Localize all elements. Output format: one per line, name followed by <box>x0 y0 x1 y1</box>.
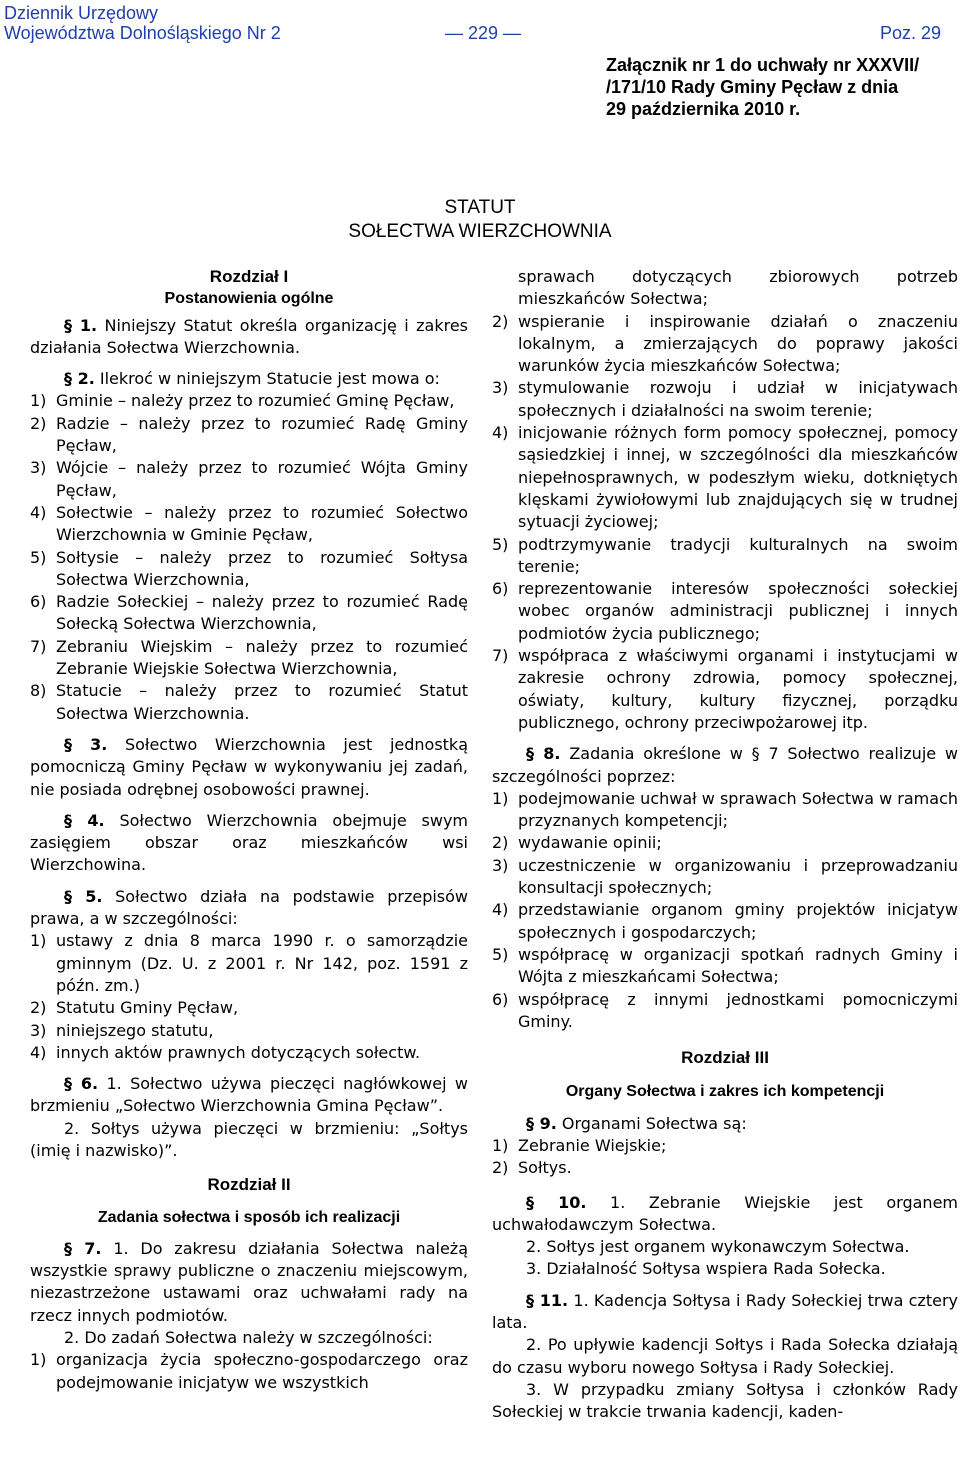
section-2 <box>30 368 468 390</box>
annex-line3: 29 października 2010 r. <box>606 99 801 119</box>
section-4 <box>30 810 468 877</box>
list-item: 4) innych aktów prawnych dotyczących sołectw. <box>30 1042 421 1062</box>
list-item: 3) niniejszego statutu, <box>30 1020 214 1040</box>
list-item: 1) Zebranie Wiejskie; <box>492 1135 667 1155</box>
list-item: 3) uczestniczenie w organizowaniu i przeprowadzaniu konsultacji społecznych; <box>492 855 958 898</box>
list-item: 7) współpraca z właściwymi organami i instytucjami w zakresie ochrony zdrowia, pomocy społecznej, oświaty, kultury, kultury fizycznej, porządku publicznego, ochrony przeciwpożarowej itp. <box>492 646 958 732</box>
section-11-text-1: 1. Kadencja Sołtysa i Rady Sołeckiej trwa cztery lata. <box>492 1290 958 1333</box>
section-2-intro: Ilekroć w niniejszym Statucie jest mowa o: <box>99 369 440 389</box>
list-item-continuation: sprawach dotyczących zbiorowych potrzeb mieszkańców Sołectwa; <box>518 267 958 309</box>
section-8 <box>492 743 958 788</box>
list-item: 6) Radzie Sołeckiej – należy przez to rozumieć Radę Sołecką Sołectwa Wierzchownia, <box>30 592 468 634</box>
list-item: 4) Sołectwie – należy przez to rozumieć Sołectwo Wierzchownia w Gminie Pęcław, <box>30 502 468 545</box>
section-9-mark: § 9. <box>526 1113 557 1133</box>
section-7-mark: § 7. <box>64 1238 102 1258</box>
section-1-mark: § 1. <box>64 315 98 335</box>
section-7-text-2: 2. Do zadań Sołectwa należy w szczególności: <box>64 1328 433 1348</box>
list-item: 4) przedstawianie organom gminy projektów inicjatyw społecznych i gospodarczych; <box>492 900 958 942</box>
list-item: 5) podtrzymywanie tradycji kulturalnych na swoim terenie; <box>492 534 958 576</box>
section-10 <box>492 1192 958 1237</box>
section-8-text: Zadania określone w § 7 Sołectwo realizuje w szczególności poprzez: <box>492 744 959 786</box>
section-3-text: Sołectwo Wierzchownia jest jednostką pomocniczą Gminy Pęcław w wykonywaniu jej zadań, nie posiada odrębnej osobowości prawnej. <box>30 734 468 799</box>
section-6-mark: § 6. <box>64 1074 99 1094</box>
chapter-1-title: Rozdział I <box>209 267 289 286</box>
section-10-text-1: 1. Zebranie Wiejskie jest organem uchwałodawczym Sołectwa. <box>492 1192 958 1234</box>
list-item: 6) współpracę z innymi jednostkami pomocniczymi Gminy. <box>492 989 958 1031</box>
section-11 <box>492 1290 958 1335</box>
journal-name-line1: Dziennik Urzędowy <box>4 3 159 23</box>
list-item: 2) wydawanie opinii; <box>492 833 662 853</box>
list-item: 2) Sołtys. <box>492 1158 572 1178</box>
section-1 <box>30 315 468 360</box>
chapter-3-title: Rozdział III <box>681 1048 769 1068</box>
chapter-1-subtitle: Postanowienia ogólne <box>164 290 334 308</box>
statute-subtitle: SOŁECTWA WIERZCHOWNIA <box>348 221 612 242</box>
list-item: 4) inicjowanie różnych form pomocy społecznej, pomocy sąsiedzkiej i innej, w szczególności dla mieszkańców niepełnosprawnych, w podeszłym wieku, dotkniętych klęskami żywiołowymi lub znajdujących się w trudnej sytuacji życiowej; <box>492 423 958 532</box>
journal-name-line2: Województwa Dolnośląskiego Nr 2 <box>4 23 281 43</box>
list-item: 5) współpracę w organizacji spotkań radnych Gminy i Wójta z mieszkańcami Sołectwa; <box>492 944 958 987</box>
chapter-3-subtitle: Organy Sołectwa i zakres ich kompetencji <box>565 1083 885 1101</box>
chapter-2-subtitle: Zadania sołectwa i sposób ich realizacji <box>97 1208 401 1226</box>
section-6 <box>30 1073 468 1118</box>
section-2-mark: § 2. <box>64 369 95 389</box>
annex-line1: Załącznik nr 1 do uchwały nr XXXVII/ <box>606 55 920 75</box>
list-item: 1) organizacja życia społeczno-gospodarczego oraz podejmowanie inicjatyw we wszystkich <box>30 1350 468 1392</box>
section-5 <box>30 886 468 931</box>
section-11-mark: § 11. <box>526 1290 569 1310</box>
section-2-list <box>30 390 468 724</box>
list-item: 1) podejmowanie uchwał w sprawach Sołectwa w ramach przyznanych kompetencji; <box>492 788 958 831</box>
section-11-text-3: 3. W przypadku zmiany Sołtysa i członków Rady Sołeckiej w trakcie trwania kadencji, kaden- <box>492 1379 958 1422</box>
section-11-text-2: 2. Po upływie kadencji Sołtys i Rada Sołecka działają do czasu wyboru nowego Sołtysa i Rady Sołeckiej. <box>492 1335 958 1377</box>
right-column <box>492 266 958 1424</box>
list-item: 3) Wójcie – należy przez to rozumieć Wójta Gminy Pęcław, <box>30 458 468 500</box>
list-item: 2) Statutu Gminy Pęcław, <box>30 998 239 1018</box>
page-number: — 229 — <box>445 23 522 43</box>
list-item: 2) Radzie – należy przez to rozumieć Radę Gminy Pęcław, <box>30 413 468 456</box>
list-item: 6) reprezentowanie interesów społeczności sołeckiej wobec organów administracji publicznej i innych podmiotów życia publicznego; <box>492 579 958 643</box>
chapter-2-title: Rozdział II <box>207 1175 291 1195</box>
list-item: 7) Zebraniu Wiejskim – należy przez to rozumieć Zebranie Wiejskie Sołectwa Wierzchownia, <box>30 636 468 679</box>
position-number: Poz. 29 <box>880 23 942 43</box>
section-4-text: Sołectwo Wierzchownia obejmuje swym zasięgiem obszar oraz mieszkańców wsi Wierzchowina. <box>30 810 469 875</box>
list-item: 3) stymulowanie rozwoju i udział w inicjatywach społecznych i działalności na swoim terenie; <box>492 378 958 420</box>
section-5-text: Sołectwo działa na podstawie przepisów prawa, a w szczególności: <box>30 886 469 929</box>
statute-title: STATUT <box>444 197 516 218</box>
section-9-text: Organami Sołectwa są: <box>561 1113 747 1133</box>
section-6-text-2: 2. Sołtys używa pieczęci w brzmieniu: „Sołtys (imię i nazwisko)”. <box>30 1118 468 1160</box>
section-7-list <box>492 311 958 735</box>
section-5-mark: § 5. <box>64 886 103 906</box>
list-item: 8) Statucie – należy przez to rozumieć Statut Sołectwa Wierzchownia. <box>30 681 468 723</box>
annex-note <box>606 54 954 120</box>
section-10-text-3: 3. Działalność Sołtysa wspiera Rada Sołecka. <box>526 1259 886 1279</box>
list-item: 2) wspieranie i inspirowanie działań o znaczeniu lokalnym, a zmierzających do poprawy jakości warunków życia mieszkańców Sołectwa; <box>492 311 958 376</box>
annex-line2: /171/10 Rady Gminy Pęcław z dnia <box>606 77 899 97</box>
section-3 <box>30 734 468 801</box>
left-column <box>30 266 468 1394</box>
section-1-text: Niniejszy Statut określa organizację i zakres działania Sołectwa Wierzchownia. <box>30 315 469 357</box>
section-7-text-1: 1. Do zakresu działania Sołectwa należą wszystkie sprawy publiczne o znaczeniu miejscowym, niezastrzeżone ustawami oraz uchwałami rady na rzecz innych podmiotów. <box>30 1238 468 1325</box>
section-3-mark: § 3. <box>64 734 108 754</box>
list-item: 5) Sołtysie – należy przez to rozumieć Sołtysa Sołectwa Wierzchownia, <box>30 547 468 589</box>
section-8-mark: § 8. <box>526 744 561 764</box>
section-8-list <box>492 788 958 1033</box>
section-6-text-1: 1. Sołectwo używa pieczęci nagłówkowej w brzmieniu „Sołectwo Wierzchownia Gmina Pęcław”. <box>30 1074 469 1116</box>
section-9 <box>492 1113 958 1135</box>
section-7 <box>30 1238 468 1327</box>
list-item: 1) Gminie – należy przez to rozumieć Gminę Pęcław, <box>30 391 455 411</box>
section-4-mark: § 4. <box>64 810 105 830</box>
list-item: 1) ustawy z dnia 8 marca 1990 r. o samorządzie gminnym (Dz. U. z 2001 r. Nr 142, poz. 1591 z późn. zm.) <box>30 931 468 995</box>
section-10-mark: § 10. <box>526 1192 587 1212</box>
section-10-text-2: 2. Sołtys jest organem wykonawczym Sołectwa. <box>526 1237 910 1257</box>
section-5-list <box>30 930 468 1064</box>
